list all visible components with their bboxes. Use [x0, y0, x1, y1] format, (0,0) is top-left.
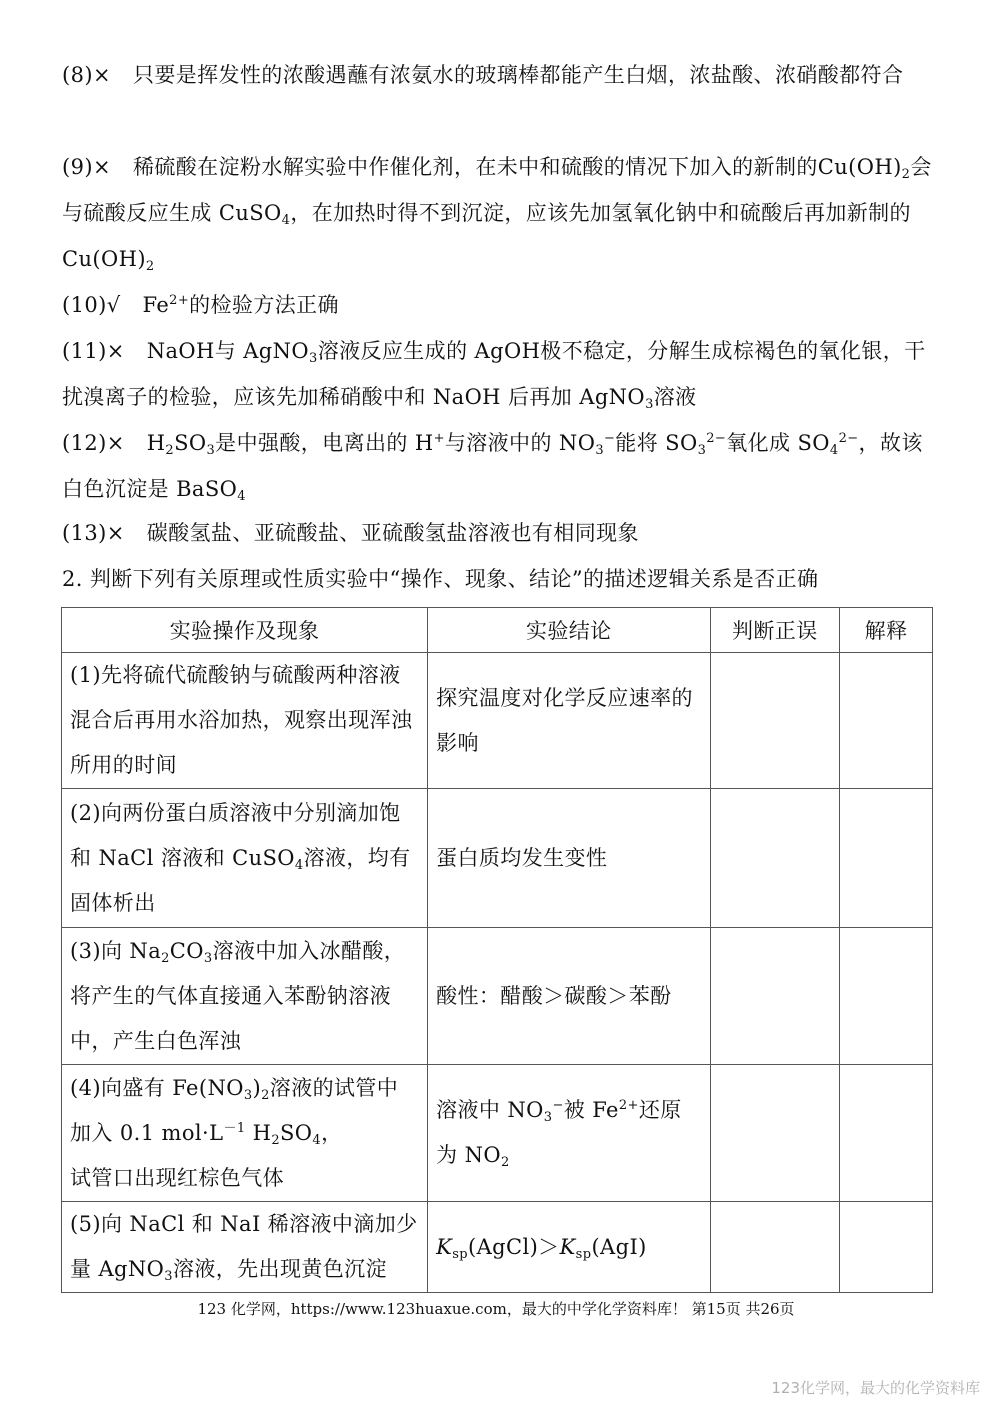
- answer-mark: (11)×: [62, 339, 125, 363]
- answer-text: ，故该白色沉淀是 BaSO: [62, 431, 923, 501]
- answer-mark: (10)√: [62, 293, 121, 317]
- judgement-cell[interactable]: [710, 1202, 840, 1293]
- subscript: 4: [312, 1132, 322, 1148]
- cell-text: (AgI): [591, 1234, 647, 1259]
- judgement-cell[interactable]: [710, 653, 840, 789]
- answer-8: [62, 52, 934, 98]
- superscript: 2+: [169, 293, 190, 308]
- answer-text: 的检验方法正确: [189, 293, 339, 317]
- table-row: [62, 653, 933, 789]
- subscript: 3: [203, 950, 213, 966]
- cell-text: 溶液的试管中加入 0.1 mol·L: [70, 1075, 399, 1145]
- conclusion-cell: 蛋白质均发生变性: [428, 789, 710, 928]
- cell-text: 还原为 NO: [436, 1098, 682, 1167]
- answer-text: 氧化成 SO: [726, 431, 830, 455]
- table-header-row: [62, 608, 933, 653]
- cell-text: (AgCl)＞: [467, 1234, 560, 1259]
- column-header: 实验操作及现象: [62, 608, 428, 653]
- superscript: −: [604, 431, 616, 446]
- answer-text: H: [146, 431, 166, 455]
- answer-9: [62, 144, 934, 282]
- answer-10: [62, 282, 934, 328]
- question-2-title: 2. 判断下列有关原理或性质实验中“操作、现象、结论”的描述逻辑关系是否正确: [62, 567, 819, 591]
- subscript: 4: [237, 489, 246, 504]
- subscript: sp: [575, 1246, 592, 1262]
- answer-text: Cu(OH): [817, 155, 902, 179]
- judgement-cell[interactable]: [710, 1065, 840, 1202]
- answer-mark: (13)×: [62, 521, 125, 545]
- table-row: [62, 1202, 933, 1293]
- cell-text: ): [252, 1075, 262, 1100]
- explanation-cell[interactable]: [840, 653, 933, 789]
- cell-text: H: [245, 1120, 272, 1145]
- table-row: [62, 789, 933, 928]
- conclusion-cell: 酸性：醋酸＞碳酸＞苯酚: [428, 928, 710, 1065]
- judgement-table: [61, 607, 933, 1293]
- answer-text: ，在加热时得不到沉淀，应该先加氢氧化钠中和硫酸后再加新制的 Cu(OH): [62, 201, 911, 271]
- superscript: +: [433, 431, 445, 446]
- cell-text: 溶液，均有固体析出: [70, 845, 411, 915]
- superscript: 2+: [618, 1098, 639, 1113]
- answer-text: 溶液: [653, 385, 697, 409]
- subscript: 2: [500, 1155, 510, 1170]
- operation-cell: [62, 1202, 428, 1293]
- cell-text: (5)向 NaCl 和 NaI 稀溶液中滴加少量 AgNO: [70, 1212, 418, 1281]
- subscript: 3: [309, 351, 318, 366]
- answer-mark: (8)×: [62, 63, 111, 87]
- column-header: 判断正误: [710, 608, 840, 653]
- conclusion-cell: 探究温度对化学反应速率的影响: [428, 653, 710, 789]
- cell-text: (2)向两份蛋白质溶液中分别滴加饱和 NaCl 溶液和 CuSO: [70, 800, 401, 870]
- answer-text: 溶液反应生成的 AgOH极不稳定，分解生成棕褐色的氧化银，干扰溴离子的检验，应该先加稀硝酸中和 NaOH 后再加 AgNO: [62, 339, 926, 409]
- subscript: 2: [271, 1132, 280, 1148]
- cell-text: SO: [280, 1120, 313, 1145]
- superscript: −: [552, 1098, 564, 1113]
- answer-mark: (9)×: [62, 155, 111, 179]
- subscript: 4: [294, 857, 304, 873]
- answer-13: [62, 510, 934, 556]
- cell-text: CO: [169, 938, 204, 963]
- cell-text: 溶液中 NO: [436, 1098, 544, 1122]
- subscript: 3: [697, 443, 707, 458]
- page-footer: 123 化学网，https://www.123huaxue.com，最大的中学化学资料库！ 第15页 共26页: [197, 1300, 795, 1318]
- answer-text: 只要是挥发性的浓酸遇蘸有浓氨水的玻璃棒都能产生白烟，浓盐酸、浓硝酸都符合: [132, 63, 904, 87]
- explanation-cell[interactable]: [840, 789, 933, 928]
- answer-11: [62, 328, 934, 420]
- column-header: 实验结论: [428, 608, 710, 653]
- operation-cell: [62, 789, 428, 928]
- subscript: 3: [595, 443, 604, 458]
- cell-text: 被 Fe: [563, 1098, 619, 1122]
- cell-text: (3)向 Na: [70, 938, 162, 963]
- subscript: 4: [829, 443, 839, 458]
- answer-text: 会与硫酸反应生成 CuSO: [62, 155, 932, 225]
- explanation-cell[interactable]: [840, 928, 933, 1065]
- cell-text: K: [436, 1234, 453, 1259]
- answer-12: [62, 420, 934, 512]
- conclusion-cell: [428, 1202, 710, 1293]
- subscript: 3: [645, 397, 654, 412]
- explanation-cell[interactable]: [840, 1202, 933, 1293]
- table-row: [62, 928, 933, 1065]
- operation-cell: (1)先将硫代硫酸钠与硫酸两种溶液混合后再用水浴加热，观察出现浑浊所用的时间: [62, 653, 428, 789]
- explanation-cell[interactable]: [840, 1065, 933, 1202]
- cell-text: 溶液中加入冰醋酸，将产生的气体直接通入苯酚钠溶液中，产生白色浑浊: [70, 938, 406, 1053]
- judgement-cell[interactable]: [710, 928, 840, 1065]
- judgement-cell[interactable]: [710, 789, 840, 928]
- cell-text: 试管口出现红棕色气体: [70, 1165, 284, 1190]
- answer-text: 稀硫酸在淀粉水解实验中作催化剂，在未中和硫酸的情况下加入的新制的: [132, 155, 818, 179]
- subscript: 2: [145, 259, 155, 274]
- answer-text: NaOH与 AgNO: [146, 339, 310, 363]
- superscript: 2−: [706, 431, 727, 446]
- nitrate-ion: [595, 420, 615, 466]
- superscript: －1: [223, 1120, 246, 1136]
- answer-text: 碳酸氢盐、亚硫酸盐、亚硫酸氢盐溶液也有相同现象: [146, 521, 639, 545]
- conclusion-cell: [428, 1065, 710, 1202]
- table-row: [62, 1065, 933, 1202]
- operation-cell: [62, 928, 428, 1065]
- cell-text: K: [559, 1234, 576, 1259]
- subscript: 3: [243, 1087, 253, 1103]
- answer-mark: (12)×: [62, 431, 125, 455]
- subscript: 3: [543, 1110, 553, 1125]
- answer-text: Fe: [142, 293, 170, 317]
- subscript: sp: [452, 1246, 468, 1262]
- subscript: 3: [206, 443, 216, 458]
- superscript: 2−: [838, 431, 859, 446]
- answer-text: 能将 SO: [615, 431, 698, 455]
- answer-text: 是中强酸，电离出的 H: [215, 431, 434, 455]
- answer-text: 与溶液中的 NO: [444, 431, 596, 455]
- watermark: 123化学网，最大的化学资料库: [771, 1379, 980, 1397]
- subscript: 2: [261, 1087, 270, 1103]
- cell-text: 溶液，先出现黄色沉淀: [172, 1257, 387, 1281]
- subscript: 2: [161, 950, 170, 966]
- answer-text: SO: [174, 431, 207, 455]
- subscript: 4: [281, 213, 291, 228]
- subscript: 3: [164, 1269, 173, 1284]
- cell-text: (4)向盛有 Fe(NO: [70, 1075, 244, 1100]
- subscript: 2: [165, 443, 175, 458]
- subscript: 2: [901, 167, 911, 182]
- cell-text: ，: [321, 1120, 343, 1145]
- operation-cell: [62, 1065, 428, 1202]
- column-header: 解释: [840, 608, 933, 653]
